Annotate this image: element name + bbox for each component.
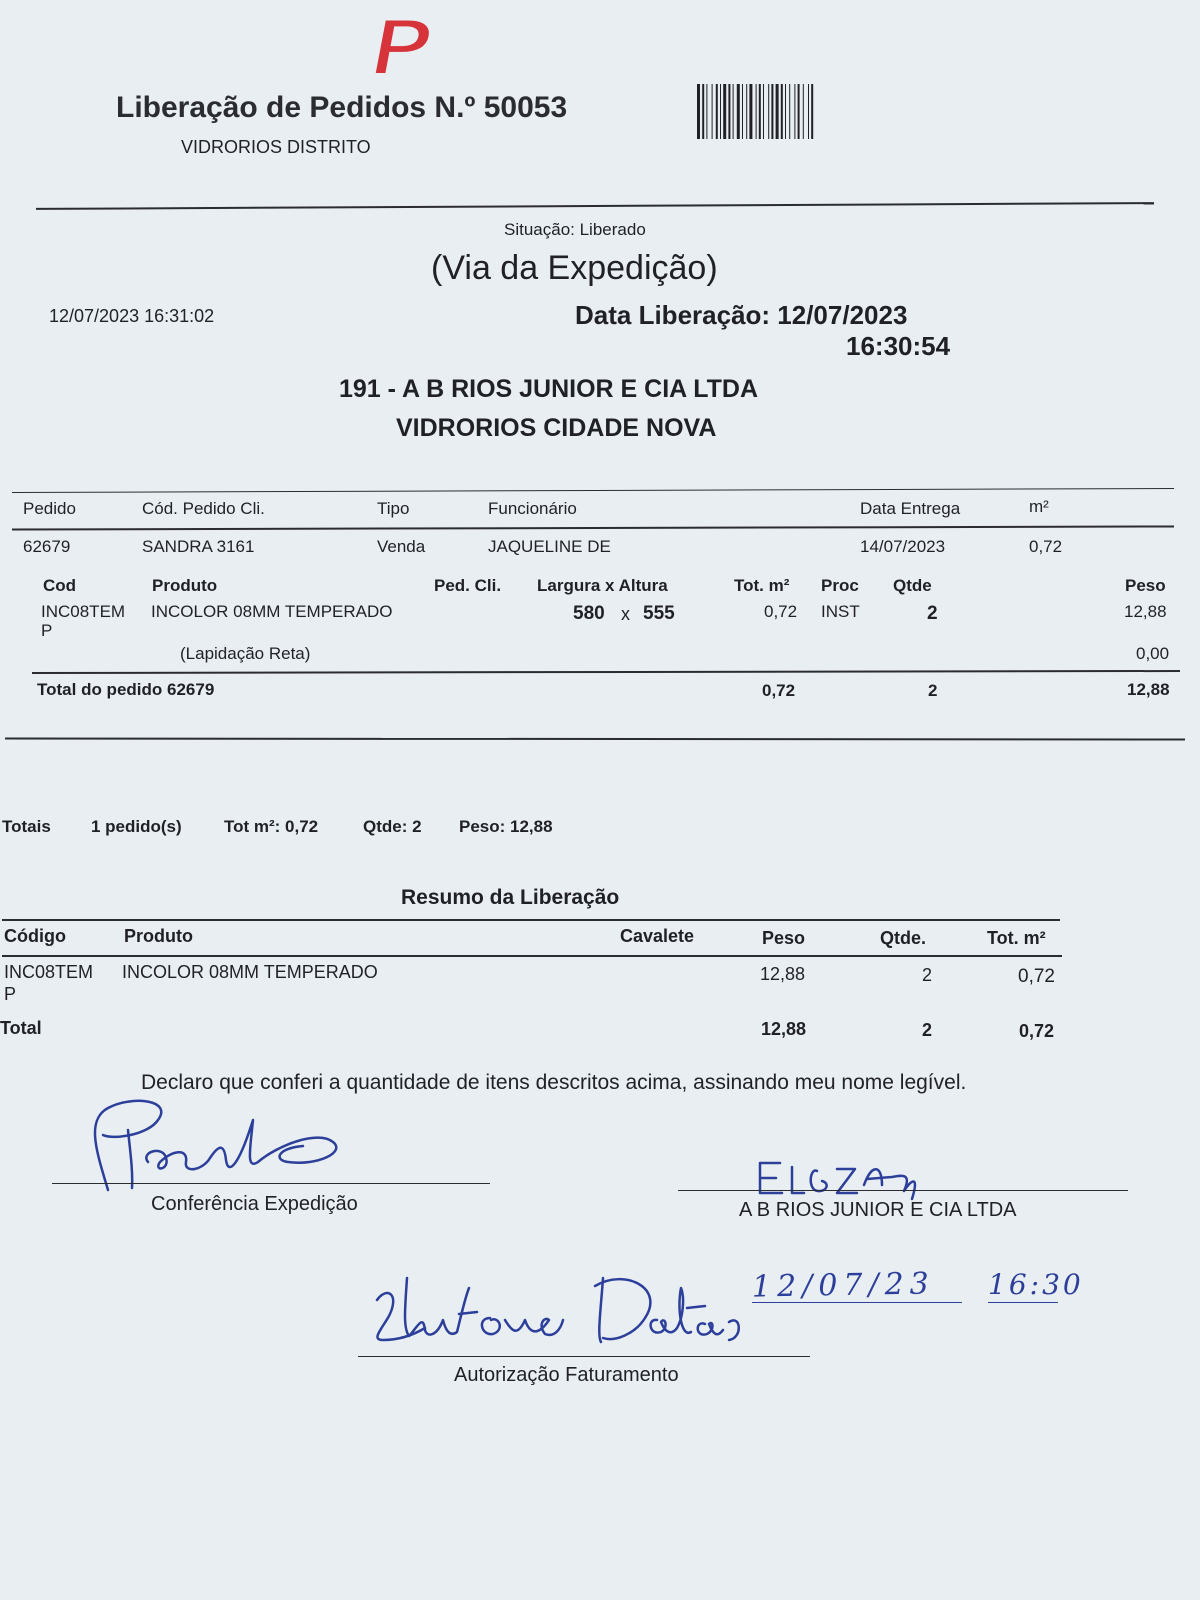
barcode-bar [716, 84, 718, 139]
order-data-entrega: 14/07/2023 [860, 537, 946, 556]
barcode-bar [811, 84, 813, 139]
col-largura-altura: Largura x Altura [537, 576, 668, 595]
summary-total-label: Total [0, 1018, 42, 1038]
item-x: x [621, 604, 630, 624]
barcode-bar [789, 84, 790, 139]
barcode-bar [798, 84, 800, 139]
item-qtde: 2 [927, 603, 938, 624]
barcode-bar [794, 84, 795, 139]
document-title: Liberação de Pedidos N.º 50053 [116, 91, 568, 124]
summary-qtde: 2 [922, 965, 933, 985]
summary-title: Resumo da Liberação [401, 886, 620, 909]
barcode-bar [785, 84, 786, 139]
handwritten-date: 12/07/23 [751, 1266, 936, 1305]
item-largura: 580 [573, 603, 605, 624]
barcode-bar [733, 84, 734, 139]
barcode-bar [737, 84, 740, 139]
sub-item-peso: 0,00 [1136, 644, 1170, 663]
summary-produto: INCOLOR 08MM TEMPERADO [122, 962, 378, 982]
client-branch: VIDRORIOS CIDADE NOVA [396, 414, 717, 442]
summary-codigo-2: P [4, 984, 17, 1004]
client-name: 191 - A B RIOS JUNIOR E CIA LTDA [339, 375, 759, 403]
barcode-bar [706, 84, 707, 139]
barcode-bar [712, 84, 713, 139]
summary-col-cavalete: Cavalete [620, 926, 695, 946]
summary-col-peso: Peso [762, 928, 806, 948]
col-cod-pedido-cli: Cód. Pedido Cli. [142, 499, 265, 518]
item-cod-1: INC08TEM [41, 602, 126, 621]
item-peso: 12,88 [1124, 602, 1167, 621]
col-peso: Peso [1125, 576, 1166, 595]
handwritten-p-mark: P [363, 6, 438, 90]
order-total-m2: 0,72 [762, 681, 796, 700]
summary-total-tot-m2: 0,72 [1019, 1021, 1055, 1041]
copy-label: (Via da Expedição) [431, 249, 718, 287]
barcode-bar [749, 84, 752, 139]
signature-autorizacao [365, 1258, 765, 1368]
item-altura: 555 [643, 603, 675, 624]
label-autorizacao-faturamento: Autorização Faturamento [454, 1364, 679, 1386]
order-total-peso: 12,88 [1127, 680, 1170, 699]
status-label: Situação: Liberado [504, 220, 646, 239]
col-qtde: Qtde [893, 576, 932, 595]
barcode-bar [756, 84, 757, 139]
order-funcionario: JAQUELINE DE [488, 537, 611, 556]
summary-peso: 12,88 [760, 964, 806, 984]
totals-pedidos: 1 pedido(s) [91, 817, 182, 836]
item-proc: INST [821, 602, 860, 621]
summary-total-qtde: 2 [922, 1020, 933, 1040]
barcode-bar [803, 84, 804, 139]
col-produto: Produto [152, 576, 218, 595]
barcode-bar [781, 84, 783, 139]
barcode-bar [808, 84, 809, 139]
declaration-text: Declaro que conferi a quantidade de itens descritos acima, assinando meu nome legível. [141, 1071, 967, 1094]
print-datetime: 12/07/2023 16:31:02 [49, 306, 215, 326]
order-total-qtde: 2 [928, 681, 938, 700]
barcode-bar [746, 84, 747, 139]
col-data-entrega: Data Entrega [860, 499, 961, 518]
barcode-bar [763, 84, 764, 139]
barcode-bar [702, 84, 704, 139]
release-date: Data Liberação: 12/07/2023 [575, 300, 908, 330]
summary-col-qtde: Qtde. [880, 928, 927, 948]
col-pedido: Pedido [23, 499, 76, 518]
summary-col-tot-m2: Tot. m² [987, 928, 1046, 948]
order-total-label: Total do pedido 62679 [37, 680, 215, 699]
barcode-bar [697, 84, 700, 139]
order-cod-pedido-cli: SANDRA 3161 [142, 537, 255, 556]
handwritten-time: 16:30 [988, 1268, 1084, 1301]
col-funcionario: Funcionário [488, 499, 577, 518]
summary-codigo-1: INC08TEM [4, 962, 94, 982]
totals-qtde: Qtde: 2 [363, 817, 422, 836]
item-tot-m2: 0,72 [764, 602, 798, 621]
summary-col-produto: Produto [124, 926, 193, 946]
summary-total-peso: 12,88 [761, 1019, 807, 1039]
issuer-company: VIDRORIOS DISTRITO [181, 137, 371, 157]
barcode-bar [720, 84, 721, 139]
item-produto: INCOLOR 08MM TEMPERADO [151, 602, 393, 621]
col-tipo: Tipo [377, 499, 410, 518]
totals-tot-m2: Tot m²: 0,72 [224, 817, 319, 836]
label-conferencia-expedicao: Conferência Expedição [151, 1193, 358, 1215]
summary-col-codigo: Código [4, 926, 66, 946]
order-tipo: Venda [377, 537, 426, 556]
barcode-bar [771, 84, 773, 139]
col-m2: m² [1029, 497, 1049, 516]
order-pedido: 62679 [23, 537, 71, 556]
signature-client [752, 1155, 952, 1205]
col-tot-m2: Tot. m² [734, 576, 790, 595]
barcode-bar [742, 84, 743, 139]
col-proc: Proc [821, 576, 859, 595]
order-m2: 0,72 [1029, 537, 1063, 556]
barcode-bar [768, 84, 769, 139]
item-cod-2: P [41, 621, 53, 640]
barcode-bar [728, 84, 730, 139]
barcode-bar [776, 84, 779, 139]
sub-item-produto: (Lapidação Reta) [180, 644, 311, 663]
summary-tot-m2: 0,72 [1018, 966, 1055, 987]
totals-label: Totais [2, 817, 51, 836]
barcode-bar [759, 84, 761, 139]
totals-peso: Peso: 12,88 [459, 817, 553, 836]
col-ped-cli: Ped. Cli. [434, 576, 502, 595]
label-client-company: A B RIOS JUNIOR E CIA LTDA [739, 1199, 1017, 1221]
release-time: 16:30:54 [846, 331, 951, 361]
barcode-bar [723, 84, 726, 139]
barcode [697, 84, 895, 139]
col-cod: Cod [43, 576, 77, 595]
